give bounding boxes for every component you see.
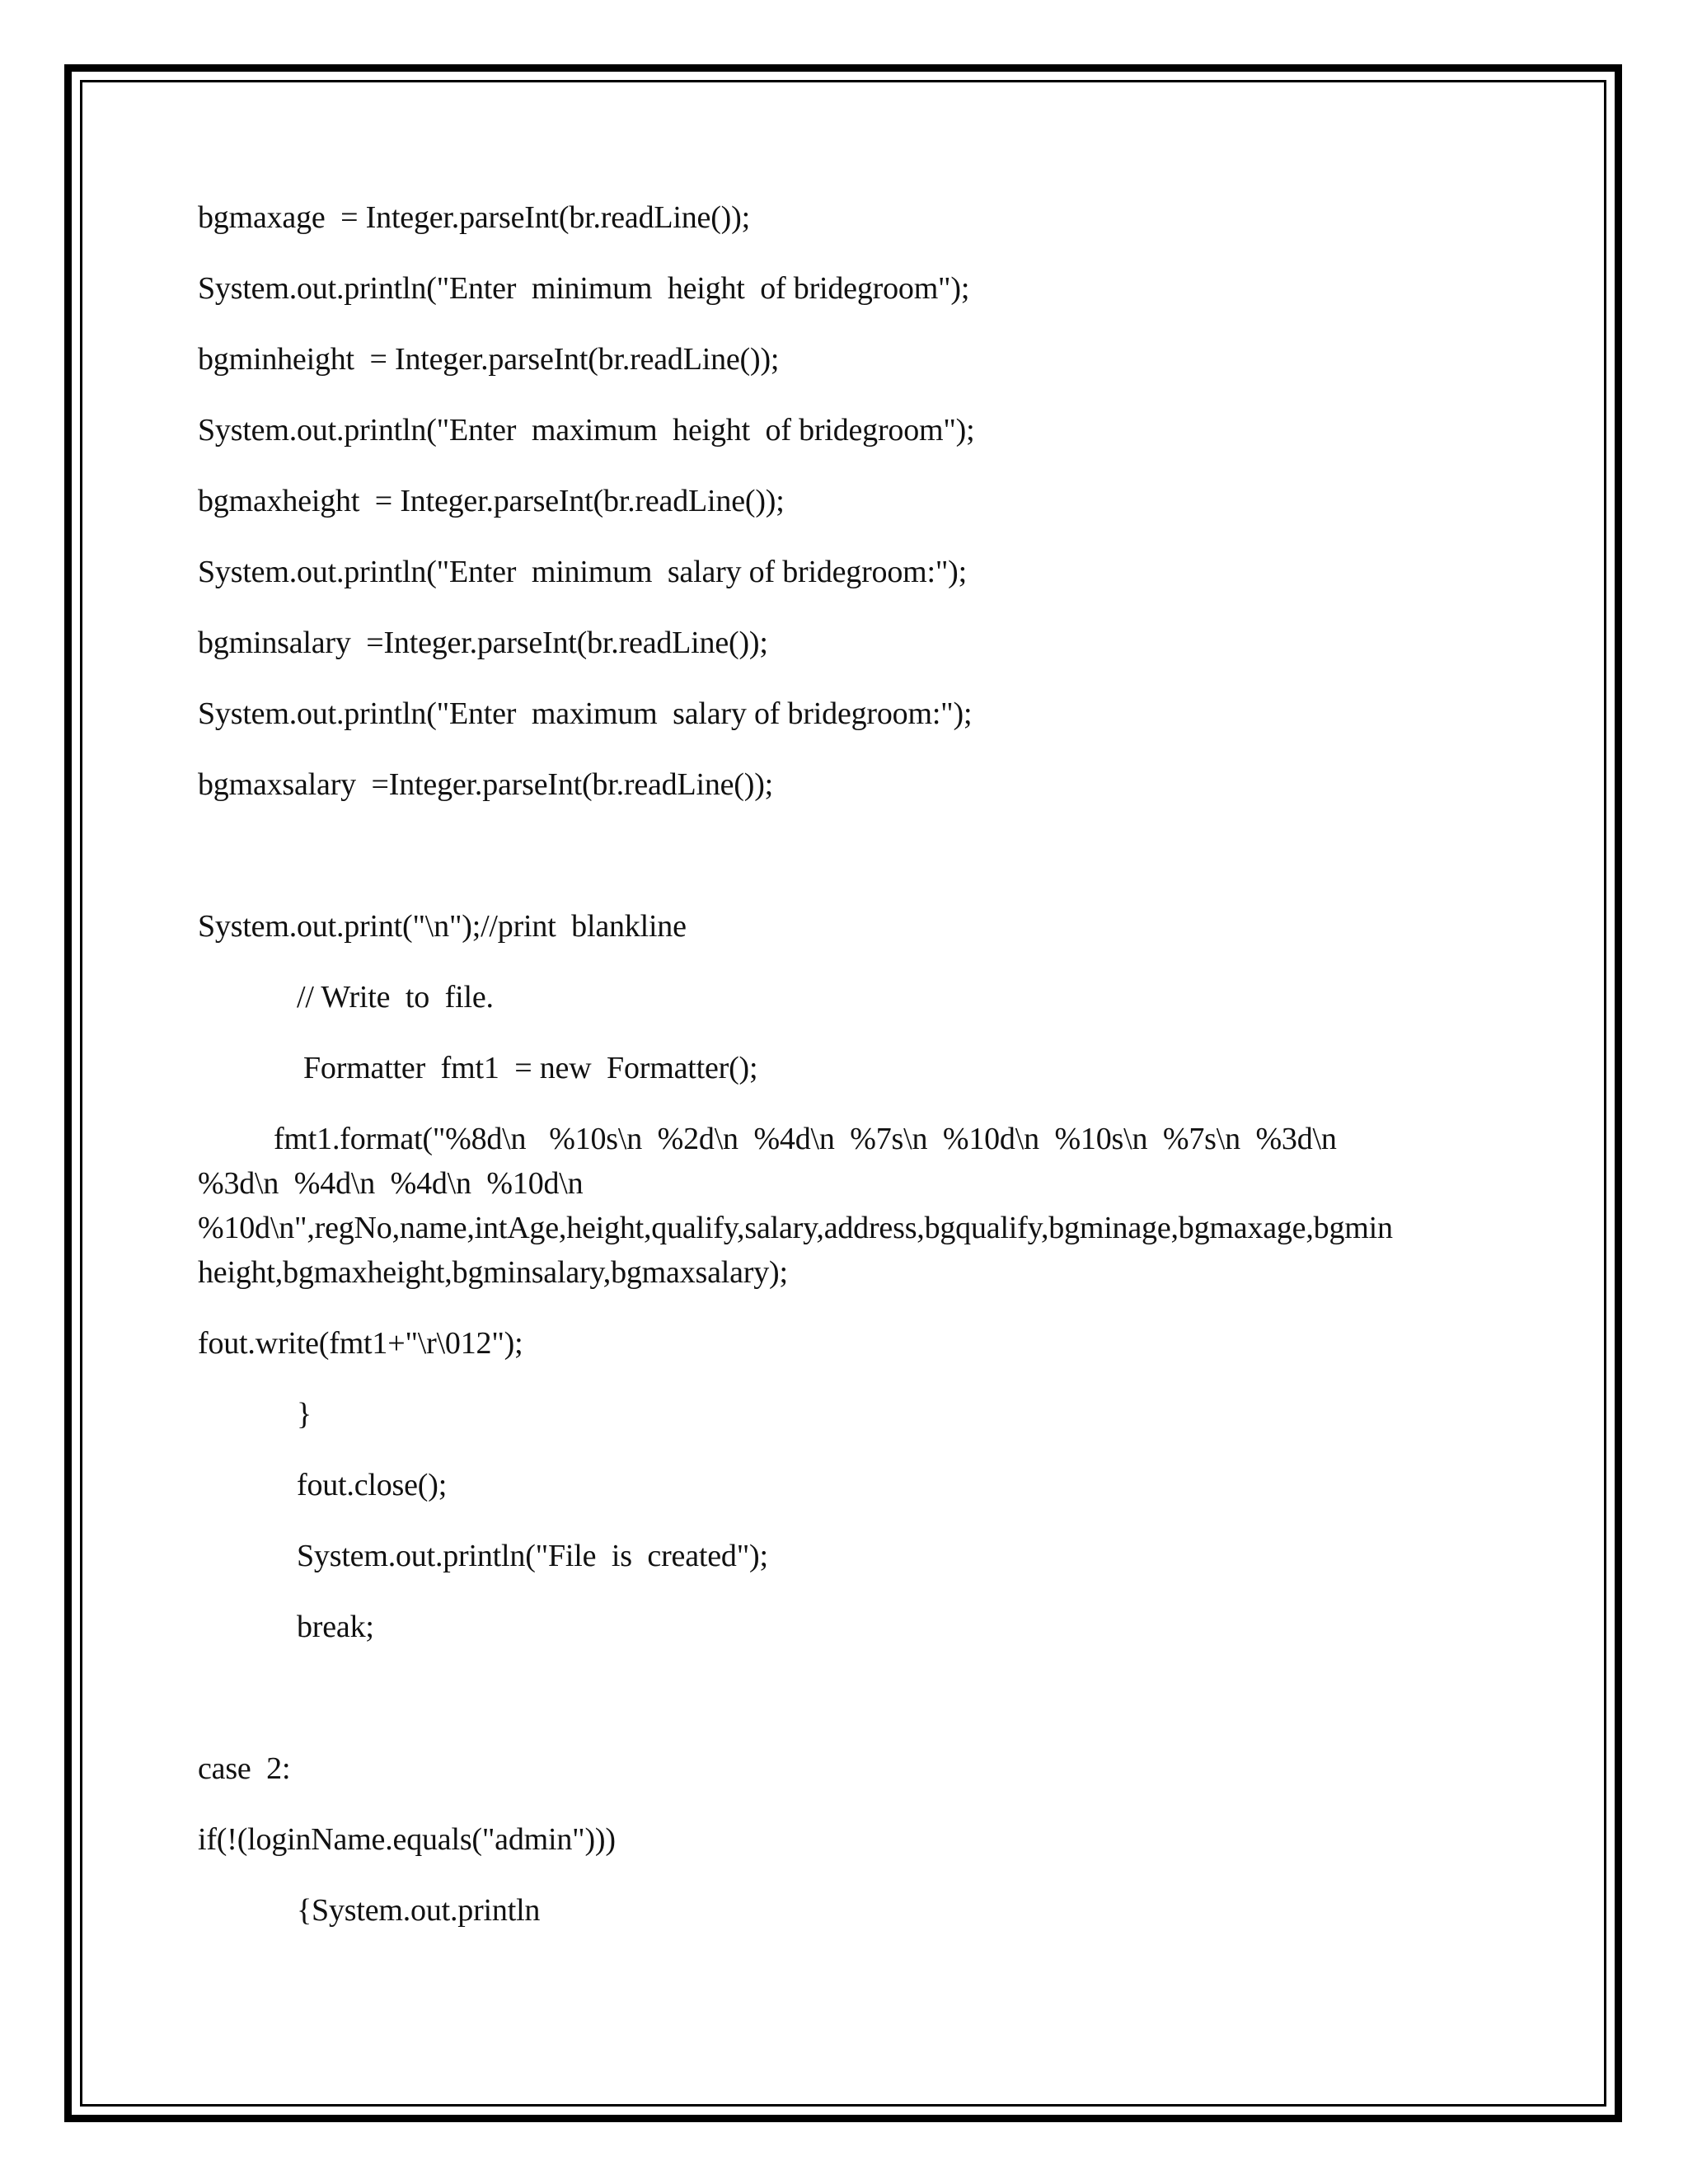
- code-line: bgmaxheight = Integer.parseInt(br.readLine());: [198, 484, 785, 518]
- code-line: System.out.println("File is created");: [297, 1539, 768, 1573]
- code-line: bgminsalary =Integer.parseInt(br.readLine());: [198, 626, 768, 660]
- code-line: bgmaxsalary =Integer.parseInt(br.readLine());: [198, 767, 774, 802]
- code-line: bgminheight = Integer.parseInt(br.readLine());: [198, 342, 780, 377]
- code-line: Formatter fmt1 = new Formatter();: [303, 1051, 758, 1085]
- page-border-inner: [80, 80, 1606, 2107]
- code-line: if(!(loginName.equals("admin"))): [198, 1822, 616, 1857]
- code-line: System.out.println("Enter minimum height of bridegroom");: [198, 271, 970, 306]
- code-line: fout.write(fmt1+"\r\012");: [198, 1326, 523, 1361]
- code-line: fout.close();: [297, 1468, 448, 1502]
- code-line: bgmaxage = Integer.parseInt(br.readLine());: [198, 200, 750, 235]
- code-line: System.out.println("Enter minimum salary of bridegroom:");: [198, 555, 967, 589]
- code-line: System.out.println("Enter maximum height of bridegroom");: [198, 413, 975, 448]
- code-line: break;: [297, 1610, 374, 1644]
- code-line: fmt1.format("%8d\n %10s\n %2d\n %4d\n %7s\n %10d\n %10s\n %7s\n %3d\n: [274, 1122, 1337, 1156]
- code-line: case 2:: [198, 1751, 291, 1786]
- code-line: }: [297, 1397, 312, 1432]
- code-line: %10d\n",regNo,name,intAge,height,qualify,salary,address,bgqualify,bgminage,bgmaxage,bgmin: [198, 1211, 1393, 1245]
- code-line: // Write to file.: [297, 980, 494, 1015]
- code-line: {System.out.println: [297, 1893, 541, 1928]
- code-line: System.out.println("Enter maximum salary of bridegroom:");: [198, 696, 973, 731]
- code-line: System.out.print("\n");//print blankline: [198, 909, 687, 944]
- code-line: %3d\n %4d\n %4d\n %10d\n: [198, 1166, 584, 1201]
- code-line: height,bgmaxheight,bgminsalary,bgmaxsalary);: [198, 1255, 788, 1290]
